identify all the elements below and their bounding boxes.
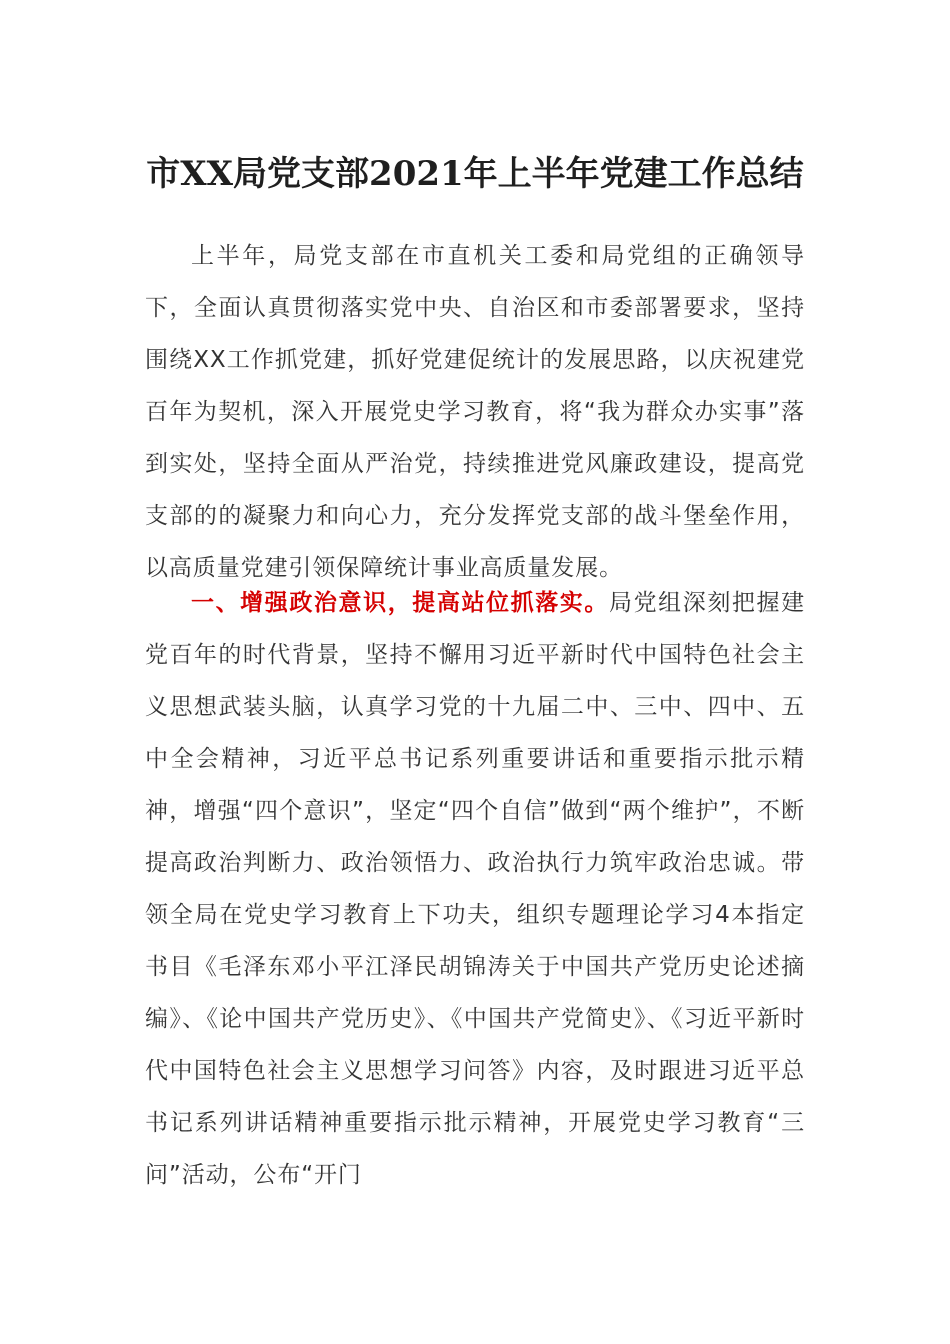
intro-paragraph: 上半年，局党支部在市直机关工委和局党组的正确领导下，全面认真贯彻落实党中央、自治区和市委部署要求，坚持围绕XX工作抓党建，抓好党建促统计的发展思路，以庆祝建党百年为契机，深入开展党史学习教育，将“我为群众办实事”落到实处，坚持全面从严治党，持续推进党风廉政建设，提高党支部的的凝聚力和向心力，充分发挥党支部的战斗堡垒作用，以高质量党建引领保障统计事业高质量发展。 (145, 243, 805, 581)
document-title: 市XX局党支部2021年上半年党建工作总结 (146, 154, 804, 194)
section-one-heading: 一、增强政治意识，提高站位抓落实。 (191, 590, 609, 616)
section-one-text: 局党组深刻把握建党百年的时代背景，坚持不懈用习近平新时代中国特色社会主义思想武装头脑，认真学习党的十九届二中、三中、四中、五中全会精神，习近平总书记系列重要讲话和重要指示批示精神，增强“四个意识”，坚定“四个自信”做到“两个维护”，不断提高政治判断力、政治领悟力、政治执行力筑牢政治忠诚。带领全局在党史学习教育上下功夫，组织专题理论学习4本指定书目《毛泽东邓小平江泽民胡锦涛关于中国共产党历史论述摘编》、《论中国共产党历史》、《中国共产党简史》、《习近平新时代中国特色社会主义思想学习问答》内容，及时跟进习近平总书记系列讲话精神重要指示批示精神，开展党史学习教育“三问”活动，公布“开门 (145, 590, 805, 1188)
section-one-paragraph (145, 577, 805, 1201)
